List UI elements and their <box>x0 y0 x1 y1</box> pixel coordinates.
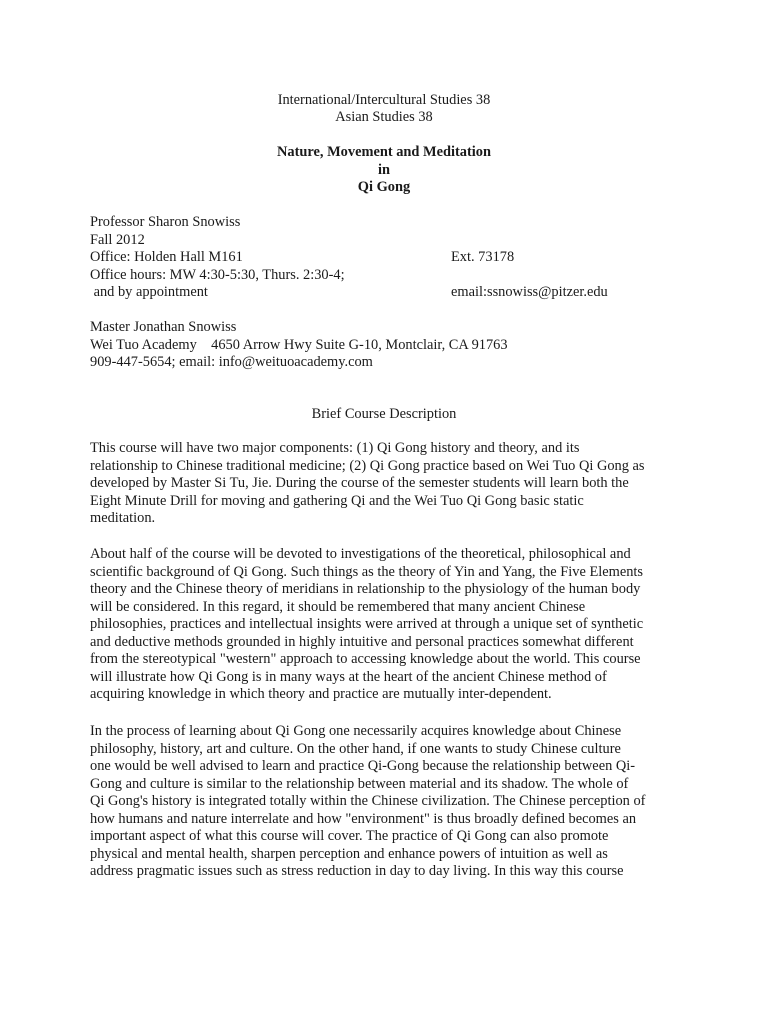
paragraph-line: In the process of learning about Qi Gong one necessarily acquires knowledge about Chinese <box>90 723 622 739</box>
paragraph-line: and deductive methods grounded in highly intuitive and personal practices somewhat different <box>90 633 634 650</box>
master-name: Master Jonathan Snowiss <box>90 319 237 335</box>
academy-address: Wei Tuo Academy 4650 Arrow Hwy Suite G-10, Montclair, CA 91763 <box>90 337 508 353</box>
paragraph-line: scientific background of Qi Gong. Such things as the theory of Yin and Yang, the Five Elements <box>90 563 644 580</box>
paragraph-line: relationship to Chinese traditional medicine; (2) Qi Gong practice based on Wei Tuo Qi Gong as <box>90 457 645 474</box>
course-title-line: Qi Gong <box>357 179 411 195</box>
course-number-line: International/Intercultural Studies 38 <box>277 92 491 108</box>
paragraph-line: will illustrate how Qi Gong is in many ways at the heart of the ancient Chinese method of <box>90 668 607 685</box>
paragraph-line: Eight Minute Drill for moving and gathering Qi and the Wei Tuo Qi Gong basic static <box>90 492 584 509</box>
paragraph-line: philosophy, history, art and culture. On the other hand, if one wants to study Chinese culture <box>90 740 621 757</box>
office-hours: Office hours: MW 4:30-5:30, Thurs. 2:30-4; <box>90 267 345 283</box>
paragraph-line: This course will have two major components: (1) Qi Gong history and theory, and its <box>90 440 580 456</box>
paragraph-line: theory and the Chinese theory of meridians in relationship to the physiology of the human body <box>90 581 641 597</box>
paragraph-line: acquiring knowledge in which theory and practice are mutually inter-dependent. <box>90 686 552 702</box>
appointment-note: and by appointment <box>90 284 208 300</box>
phone-extension: Ext. 73178 <box>451 249 515 265</box>
paragraph-line: important aspect of what this course will cover. The practice of Qi Gong can also promote <box>90 828 609 844</box>
paragraph-line: developed by Master Si Tu, Jie. During the course of the semester students will learn both the <box>90 475 629 491</box>
paragraph-line: will be considered. In this regard, it should be remembered that many ancient Chinese <box>90 598 586 615</box>
paragraph-line: address pragmatic issues such as stress reduction in day to day living. In this way this course <box>90 863 624 879</box>
paragraph-line: About half of the course will be devoted to investigations of the theoretical, philosophical and <box>90 546 631 562</box>
paragraph-components <box>90 440 670 528</box>
section-heading: Brief Course Description <box>311 406 457 422</box>
paragraph-background <box>90 546 670 704</box>
paragraph-line: physical and mental health, sharpen perception and enhance powers of intuition as well as <box>90 845 608 862</box>
paragraph-line: meditation. <box>90 510 156 526</box>
academy-contact: 909-447-5654; email: info@weituoacademy.com <box>90 354 373 370</box>
paragraph-line: one would be well advised to learn and practice Qi-Gong because the relationship between Qi- <box>90 758 636 774</box>
course-title-line: Nature, Movement and Meditation <box>277 144 491 160</box>
paragraph-culture <box>90 723 670 881</box>
office-location: Office: Holden Hall M161 <box>90 249 243 265</box>
paragraph-line: from the stereotypical "western" approach to accessing knowledge about the world. This course <box>90 651 641 667</box>
paragraph-line: Qi Gong's history is integrated totally within the Chinese civilization. The Chinese perception of <box>90 793 646 809</box>
paragraph-line: Gong and culture is similar to the relationship between material and its shadow. The whole of <box>90 775 629 792</box>
paragraph-line: philosophies, practices and intellectual insights were arrived at through a unique set of synthetic <box>90 616 644 632</box>
professor-name: Professor Sharon Snowiss <box>90 214 241 230</box>
course-number-line: Asian Studies 38 <box>335 109 433 125</box>
course-title-line: in <box>377 162 390 178</box>
paragraph-line: how humans and nature interrelate and how "environment" is thus broadly defined becomes an <box>90 810 637 827</box>
professor-email: email:ssnowiss@pitzer.edu <box>451 284 608 300</box>
term: Fall 2012 <box>90 232 145 248</box>
